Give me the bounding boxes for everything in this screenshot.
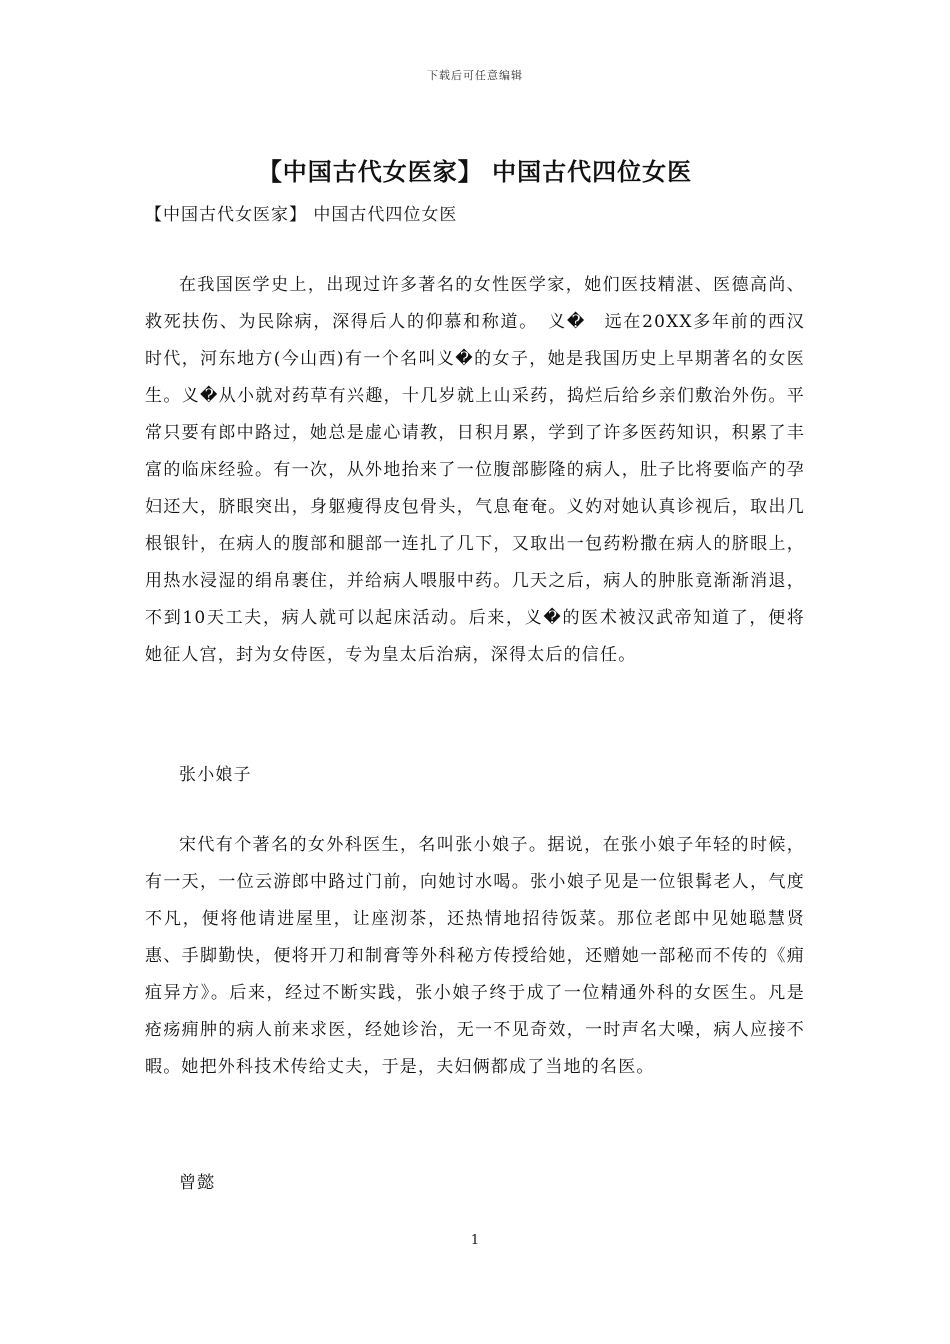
section-zhang <box>145 827 805 1086</box>
section-heading-zhang <box>145 757 805 794</box>
page-subtitle: 【中国古代女医家】 中国古代四位女医 <box>145 205 458 225</box>
page-title: 【中国古代女医家】 中国古代四位女医 <box>257 157 693 186</box>
page-number: 1 <box>470 1233 480 1248</box>
header-note: 下载后可任意编辑 <box>427 69 523 82</box>
section-heading-zeng <box>145 1165 805 1202</box>
section-yixu <box>145 267 805 674</box>
heading-zhang-xiao-niangzi: 张小娘子 <box>179 765 252 785</box>
paragraph-intro: 在我国医学史上，出现过许多著名的女性医学家，她们医技精湛、医德高尚、救死扶伤、为民除病，深得后人的仰慕和称道。 义� 远在20XX多年前的西汉时代，河东地方(今山西)有一个名叫义�的女子，她是我国历史上早期著名的女医生。义�从小就对药草有兴趣，十几岁就上山采药，捣烂后给乡亲们敷治外伤。平常只要有郎中路过，她总是虚心请教，日积月累，学到了许多医药知识，积累了丰富的临床经验。有一次，从外地抬来了一位腹部膨隆的病人，肚子比将要临产的孕妇还大，脐眼突出，身躯瘦得皮包骨头，气息奄奄。义妁对她认真诊视后，取出几根银针，在病人的腹部和腿部一连扎了几下，又取出一包药粉撒在病人的脐眼上，用热水浸湿的绢帛裹住，并给病人喂服中药。几天之后，病人的肿胀竟渐渐消退，不到10天工夫，病人就可以起床活动。后来，义�的医术被汉武帝知道了，便将她征人宫，封为女侍医，专为皇太后治病，深得太后的信任。 <box>145 275 805 665</box>
paragraph-zhang-xiao-niangzi: 宋代有个著名的女外科医生，名叫张小娘子。据说，在张小娘子年轻的时候，有一天，一位云游郎中路过门前，向她讨水喝。张小娘子见是一位银髯老人，气度不凡，便将他请进屋里，让座沏茶，还热情地招待饭菜。那位老郎中见她聪慧贤惠、手脚勤快，便将开刀和制膏等外科秘方传授给她，还赠她一部秘而不传的《痈疽异方》。后来，经过不断实践，张小娘子终于成了一位精通外科的女医生。凡是疮疡痈肿的病人前来求医，经她诊治，无一不见奇效，一时声名大噪，病人应接不暇。她把外科技术传给丈夫，于是，夫妇俩都成了当地的名医。 <box>145 835 805 1077</box>
heading-zeng-yi: 曾懿 <box>179 1173 216 1193</box>
